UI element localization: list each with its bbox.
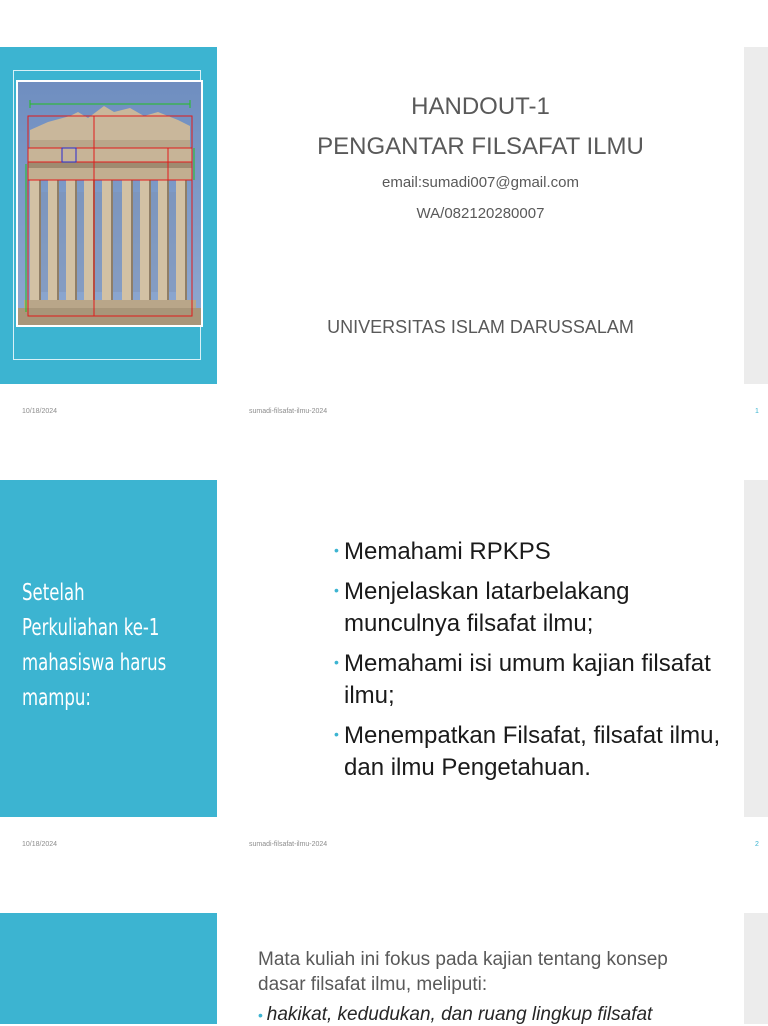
list-item-text: Menempatkan Filsafat, filsafat ilmu, dan ilmu Pengetahuan. — [344, 722, 721, 781]
parthenon-image — [16, 80, 203, 327]
list-item-text: hakikat, kedudukan, dan ruang lingkup filsafat — [266, 1004, 653, 1025]
list-item-text: Menjelaskan latarbelakang munculnya filsafat ilmu; — [344, 578, 630, 637]
footer-page-number-2: 2 — [755, 841, 759, 848]
slide-1-side-strip — [744, 47, 768, 384]
phone-text: WA/082120280007 — [416, 205, 545, 222]
slide-2-side-strip — [744, 480, 768, 817]
slide-3-side-strip — [744, 913, 768, 1024]
slide-2 — [0, 480, 768, 817]
bullet-dot-icon: • — [334, 582, 339, 598]
list-item — [258, 1004, 728, 1026]
bullet-dot-icon: • — [258, 1007, 267, 1023]
heading-line: mampu: — [22, 685, 92, 711]
slide-2-heading — [22, 576, 167, 716]
list-item-text: Memahami isi umum kajian filsafat ilmu; — [344, 650, 711, 709]
course-description: Mata kuliah ini fokus pada kajian tentang konsep dasar filsafat ilmu, meliputi: — [258, 949, 668, 995]
list-item-text: Memahami RPKPS — [344, 538, 551, 565]
heading-line: mahasiswa harus — [22, 650, 167, 676]
heading-line: Setelah — [22, 580, 85, 606]
bullet-dot-icon: • — [334, 542, 339, 558]
slide-title-line-2: PENGANTAR FILSAFAT ILMU — [317, 133, 644, 160]
slide-1-accent-panel — [0, 47, 217, 384]
heading-line: Perkuliahan ke-1 — [22, 615, 160, 641]
slide-3-accent-panel — [0, 913, 217, 1024]
objectives-list — [334, 536, 734, 792]
footer-page-number-1: 1 — [755, 408, 759, 415]
list-item — [334, 648, 734, 712]
slide-2-accent-panel — [0, 480, 217, 817]
university-name: UNIVERSITAS ISLAM DARUSSALAM — [327, 317, 634, 337]
bullet-dot-icon: • — [334, 726, 339, 742]
list-item — [334, 720, 734, 784]
slide-3 — [0, 913, 768, 1024]
footer-date-1: 10/18/2024 — [22, 408, 58, 415]
bullet-dot-icon: • — [334, 654, 339, 670]
list-item — [334, 536, 734, 568]
footer-center-2: sumadi-filsafat-ilmu-2024 — [249, 841, 328, 848]
list-item — [334, 576, 734, 640]
footer-date-2: 10/18/2024 — [22, 841, 58, 848]
slide-title-line-1: HANDOUT-1 — [411, 93, 550, 120]
email-text: email:sumadi007@gmail.com — [382, 174, 579, 191]
footer-center-1: sumadi-filsafat-ilmu-2024 — [249, 408, 328, 415]
slide-1 — [0, 47, 768, 384]
